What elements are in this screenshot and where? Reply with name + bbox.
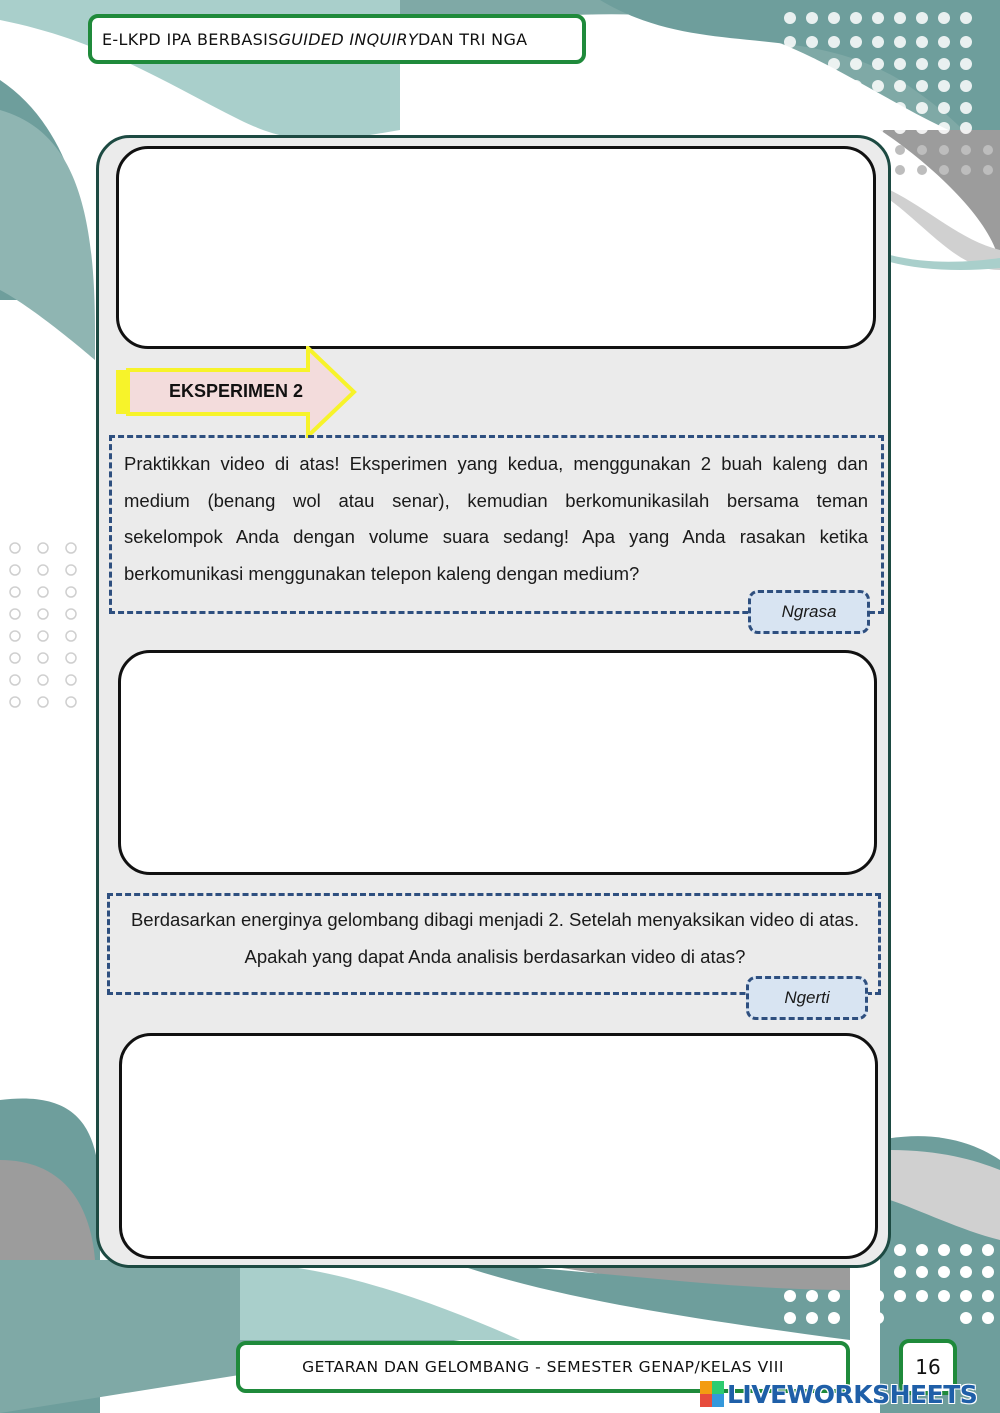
question-1-text: Praktikkan video di atas! Eksperimen yang kedua, menggunakan 2 buah kaleng dan medium (benang wol atau senar), kemudian berkomunikasilah bersama teman sekelompok Anda dengan volume suara sedang! Apa yang Anda rasakan ketika berkomunikasi menggunakan telepon kaleng dengan medium? xyxy=(124,453,868,584)
liveworksheets-logo-icon xyxy=(700,1381,724,1407)
liveworksheets-logo xyxy=(700,1378,977,1410)
header-title-prefix: E-LKPD IPA BERBASIS xyxy=(102,29,279,49)
ngrasa-tag: Ngrasa xyxy=(748,590,870,634)
answer-box-previous[interactable] xyxy=(116,146,876,349)
liveworksheets-logo-text: LIVEWORKSHEETS xyxy=(727,1379,978,1409)
footer-text: GETARAN DAN GELOMBANG - SEMESTER GENAP/KELAS VIII xyxy=(302,1358,784,1376)
experiment-label: EKSPERIMEN 2 xyxy=(169,381,304,401)
header-title-suffix: DAN TRI NGA xyxy=(418,29,528,49)
page-number-text: 16 xyxy=(915,1355,941,1379)
answer-box-question-1[interactable] xyxy=(118,650,877,875)
document-header xyxy=(88,14,586,64)
question-2-text: Berdasarkan energinya gelombang dibagi menjadi 2. Setelah menyaksikan video di atas. Apakah yang dapat Anda analisis berdasarkan video di atas? xyxy=(130,909,860,967)
header-title-italic: GUIDED INQUIRY xyxy=(278,29,419,49)
ngerti-tag: Ngerti xyxy=(746,976,868,1020)
answer-box-question-2[interactable] xyxy=(119,1033,878,1259)
